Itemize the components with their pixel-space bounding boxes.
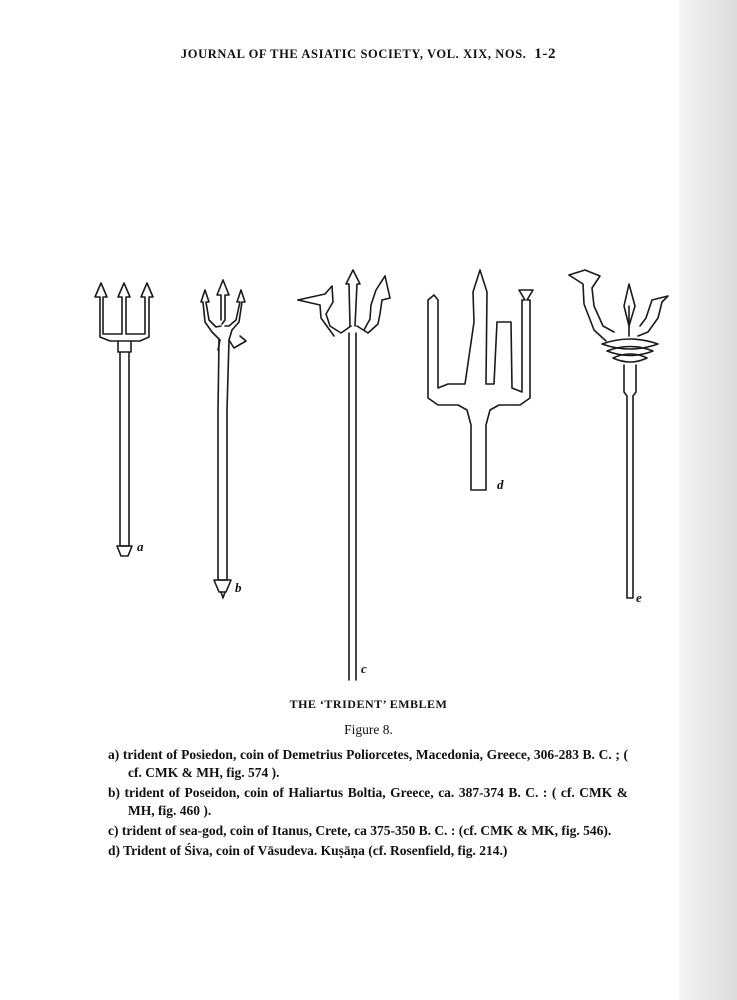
running-head xyxy=(0,46,737,63)
caption-b: b) trident of Poseidon, coin of Haliartus Boltia, Greece, ca. 387-374 B. C. : ( cf. CMK & MH, fig. 460 ). xyxy=(108,785,628,818)
journal-title: JOURNAL OF THE ASIATIC SOCIETY, VOL. XIX, NOS. xyxy=(180,47,527,61)
figure-title: THE ‘TRIDENT’ EMBLEM xyxy=(289,697,448,711)
caption-list xyxy=(108,746,628,862)
label-c: c xyxy=(361,661,367,676)
trident-a xyxy=(95,283,153,556)
caption-d: d) Trident of Śiva, coin of Vāsudeva. Kuṣāṇa (cf. Rosenfield, fig. 214.) xyxy=(108,843,508,858)
label-e: e xyxy=(636,590,642,605)
trident-figure xyxy=(0,250,737,690)
label-a: a xyxy=(137,539,144,554)
trident-e xyxy=(569,270,668,605)
caption-a: a) trident of Posiedon, coin of Demetrius Poliorcetes, Macedonia, Greece, 306-283 B. C. ; ( cf. CMK & MH, fig. 574 ). xyxy=(108,747,628,780)
label-b: b xyxy=(235,580,242,595)
page-number: 1-2 xyxy=(534,46,557,62)
trident-d xyxy=(428,270,533,492)
figure-number: Figure 8. xyxy=(344,722,393,737)
trident-b xyxy=(201,280,246,598)
trident-c xyxy=(298,270,390,680)
caption-c: c) trident of sea-god, coin of Itanus, Crete, ca 375-350 B. C. : (cf. CMK & MK, fig. 546). xyxy=(108,823,612,838)
label-d: d xyxy=(497,477,504,492)
